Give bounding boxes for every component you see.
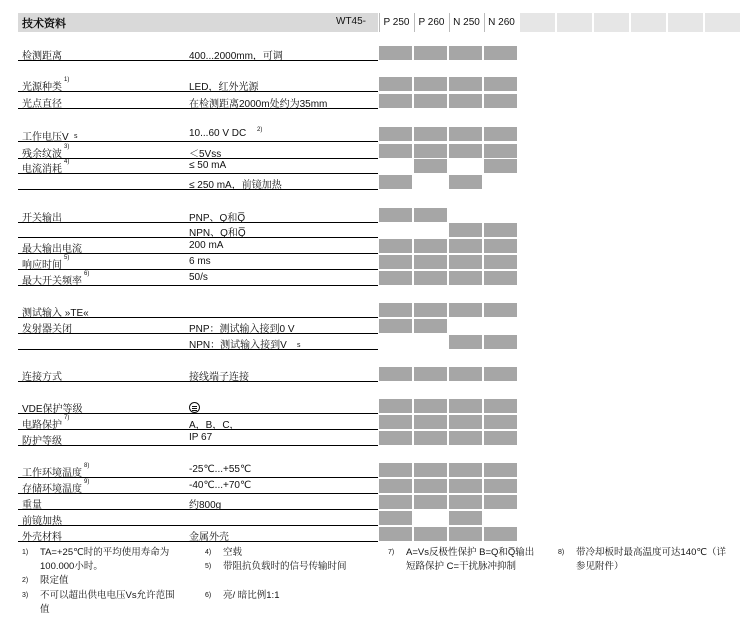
- availability-cell: [379, 367, 412, 381]
- value-subscript: s: [297, 342, 301, 349]
- availability-cell: [414, 46, 447, 60]
- availability-cell: [449, 175, 482, 189]
- availability-cell: [414, 367, 447, 381]
- table-row: [18, 414, 518, 430]
- table-header: [18, 13, 743, 32]
- row-label: 重量: [22, 500, 42, 511]
- availability-cell: [449, 77, 482, 91]
- availability-cell: [379, 255, 412, 269]
- empty-column: [556, 13, 592, 32]
- availability-cell: [484, 271, 517, 285]
- availability-cell: [379, 495, 412, 509]
- empty-column: [593, 13, 629, 32]
- row-value: PNP、Q和Q̅: [189, 213, 246, 224]
- row-label: 残余纹波: [22, 149, 62, 160]
- column-header: N 250: [449, 13, 483, 32]
- availability-cell: [379, 239, 412, 253]
- availability-cell: [414, 208, 447, 222]
- table-row: [18, 207, 518, 223]
- table-row: [18, 302, 518, 318]
- availability-cell: [484, 335, 517, 349]
- table-row: [18, 398, 518, 414]
- availability-cell: [484, 223, 517, 237]
- row-label: 连接方式: [22, 372, 62, 383]
- availability-cell: [414, 479, 447, 493]
- table-row: [18, 526, 518, 542]
- row-value: 200 mA: [189, 240, 224, 251]
- row-value: NPN：测试输入接到V: [189, 340, 287, 351]
- row-value: PNP：测试输入接到0 V: [189, 324, 295, 335]
- footnote-ref: 4): [64, 159, 70, 165]
- column-header: P 260: [414, 13, 448, 32]
- row-value: [189, 400, 200, 414]
- row-label: 前镜加热: [22, 516, 62, 527]
- availability-cell: [379, 127, 412, 141]
- row-label: VDE保护等级: [22, 404, 83, 415]
- footnote-ref: 2): [257, 127, 263, 133]
- row-label: 开关输出: [22, 213, 62, 224]
- availability-cell: [379, 431, 412, 445]
- availability-cell: [484, 431, 517, 445]
- availability-cell: [414, 94, 447, 108]
- row-value: 金属外壳: [189, 532, 229, 543]
- table-row: [18, 174, 518, 190]
- row-label: 检测距离: [22, 51, 62, 62]
- model-prefix: WT45-: [336, 16, 366, 27]
- availability-cell: [449, 271, 482, 285]
- footnote-ref: 5): [64, 255, 70, 261]
- availability-cell: [379, 46, 412, 60]
- row-value: 400...2000mm，可调: [189, 51, 283, 62]
- table-title: 技术资料: [22, 18, 66, 30]
- availability-cell: [414, 495, 447, 509]
- availability-cell: [449, 367, 482, 381]
- table-row: [18, 366, 518, 382]
- row-label: 发射器关闭: [22, 324, 72, 335]
- row-value: 50/s: [189, 272, 208, 283]
- row-value: NPN、Q和Q̅: [189, 228, 246, 239]
- footnote-5: 5) 带阻抗负载时的信号传输时间: [205, 561, 347, 572]
- availability-cell: [414, 127, 447, 141]
- footnote-3: 3) 不可以超出供电电压Vs允许范围值: [22, 590, 175, 615]
- availability-cell: [414, 463, 447, 477]
- table-row: [18, 494, 518, 510]
- availability-cell: [449, 223, 482, 237]
- table-row: [18, 143, 518, 159]
- row-value: -25℃...+55℃: [189, 464, 252, 475]
- label-subscript: s: [74, 133, 78, 140]
- empty-column: [667, 13, 703, 32]
- table-row: [18, 430, 518, 446]
- table-row: [18, 222, 518, 238]
- availability-cell: [449, 463, 482, 477]
- availability-cell: [449, 303, 482, 317]
- table-row: [18, 76, 518, 92]
- availability-cell: [379, 527, 412, 541]
- availability-cell: [379, 271, 412, 285]
- availability-cell: [414, 527, 447, 541]
- availability-cell: [484, 77, 517, 91]
- availability-cell: [414, 159, 447, 173]
- footnote-4: 4) 空载: [205, 547, 243, 558]
- footnote-ref: 3): [64, 144, 70, 150]
- row-value: 接线端子连接: [189, 372, 249, 383]
- row-label: 电流消耗: [22, 164, 62, 175]
- availability-cell: [449, 415, 482, 429]
- availability-cell: [414, 399, 447, 413]
- availability-cell: [449, 511, 482, 525]
- footnote-7: 7) A=Vs反极性保护 B=Q和Q̅输出短路保护 C=干扰脉冲抑制: [388, 547, 535, 572]
- availability-cell: [449, 127, 482, 141]
- row-value: ＜5Vss: [189, 149, 222, 160]
- availability-cell: [484, 303, 517, 317]
- table-row: [18, 126, 518, 142]
- availability-cell: [379, 399, 412, 413]
- availability-cell: [414, 431, 447, 445]
- availability-cell: [449, 255, 482, 269]
- availability-cell: [484, 399, 517, 413]
- availability-cell: [484, 239, 517, 253]
- row-divider: [18, 141, 378, 142]
- availability-cell: [449, 479, 482, 493]
- footnote-ref: 1): [64, 77, 70, 83]
- footnote-6: 6) 亮/ 暗比例1:1: [205, 590, 280, 601]
- availability-cell: [379, 415, 412, 429]
- availability-cell: [379, 94, 412, 108]
- table-row: [18, 318, 518, 334]
- table-row: [18, 45, 518, 61]
- availability-cell: [484, 144, 517, 158]
- availability-cell: [379, 144, 412, 158]
- row-label: 防护等级: [22, 436, 62, 447]
- availability-cell: [414, 415, 447, 429]
- empty-column: [519, 13, 555, 32]
- availability-cell: [484, 127, 517, 141]
- row-label: 光源种类: [22, 82, 62, 93]
- row-value: -40℃...+70℃: [189, 480, 252, 491]
- row-label: 测试输入 »TE«: [22, 308, 89, 319]
- row-label: 最大输出电流: [22, 244, 82, 255]
- footnote-8: 8) 带冷却板时最高温度可达140℃（详参见附件）: [558, 547, 727, 572]
- footnote-ref: 9): [84, 479, 90, 485]
- availability-cell: [379, 319, 412, 333]
- table-row: [18, 254, 518, 270]
- table-row: [18, 478, 518, 494]
- row-value: ≤ 250 mA，前镜加热: [189, 180, 282, 191]
- availability-cell: [379, 303, 412, 317]
- footnote-ref: 6): [84, 271, 90, 277]
- table-row: [18, 93, 518, 109]
- row-value: LED，红外光源: [189, 82, 259, 93]
- row-label: 最大开关频率: [22, 276, 82, 287]
- row-value: 约800g: [189, 500, 222, 511]
- row-value: 在检测距离2000m处约为35mm: [189, 99, 328, 110]
- availability-cell: [449, 495, 482, 509]
- availability-cell: [449, 527, 482, 541]
- availability-cell: [414, 255, 447, 269]
- availability-cell: [379, 463, 412, 477]
- empty-column: [630, 13, 666, 32]
- table-row: [18, 510, 518, 526]
- availability-cell: [484, 159, 517, 173]
- availability-cell: [484, 46, 517, 60]
- table-row: [18, 334, 518, 350]
- availability-cell: [414, 77, 447, 91]
- row-value: ≤ 50 mA: [189, 160, 227, 171]
- availability-cell: [449, 144, 482, 158]
- header-band: [18, 13, 378, 32]
- column-header: N 260: [484, 13, 518, 32]
- availability-cell: [484, 94, 517, 108]
- row-value: 10...60 V DC: [189, 128, 247, 139]
- availability-cell: [449, 46, 482, 60]
- footnote-1: 1) TA=+25℃时的平均使用寿命为100.000小时。: [22, 547, 170, 572]
- availability-cell: [414, 303, 447, 317]
- row-label: 存储环境温度: [22, 484, 82, 495]
- availability-cell: [484, 463, 517, 477]
- availability-cell: [449, 94, 482, 108]
- availability-cell: [379, 77, 412, 91]
- footnote-2: 2) 限定值: [22, 575, 69, 586]
- availability-cell: [414, 319, 447, 333]
- protective-earth-icon: [189, 402, 200, 413]
- empty-column: [704, 13, 740, 32]
- column-header: P 250: [379, 13, 413, 32]
- availability-cell: [484, 479, 517, 493]
- availability-cell: [449, 399, 482, 413]
- availability-cell: [484, 415, 517, 429]
- row-value: A，B，C，: [189, 420, 240, 431]
- footnote-ref: 7): [64, 415, 70, 421]
- row-label: 响应时间: [22, 260, 62, 271]
- availability-cell: [484, 495, 517, 509]
- availability-cell: [449, 239, 482, 253]
- table-row: [18, 270, 518, 286]
- table-row: [18, 238, 518, 254]
- row-label: 电路保护: [22, 420, 62, 431]
- row-divider: [18, 445, 378, 446]
- footnote-ref: 8): [84, 463, 90, 469]
- availability-cell: [414, 239, 447, 253]
- row-label: 工作环境温度: [22, 468, 82, 479]
- row-label: 外壳材料: [22, 532, 62, 543]
- row-label: 光点直径: [22, 99, 62, 110]
- availability-cell: [484, 527, 517, 541]
- availability-cell: [484, 367, 517, 381]
- availability-cell: [414, 144, 447, 158]
- availability-cell: [379, 511, 412, 525]
- row-value: IP 67: [189, 432, 213, 443]
- availability-cell: [379, 175, 412, 189]
- availability-cell: [414, 271, 447, 285]
- row-label: 工作电压V: [22, 132, 69, 143]
- row-value: 6 ms: [189, 256, 211, 267]
- availability-cell: [449, 335, 482, 349]
- availability-cell: [449, 431, 482, 445]
- availability-cell: [484, 255, 517, 269]
- table-row: [18, 462, 518, 478]
- table-row: [18, 158, 518, 174]
- availability-cell: [379, 479, 412, 493]
- availability-cell: [379, 208, 412, 222]
